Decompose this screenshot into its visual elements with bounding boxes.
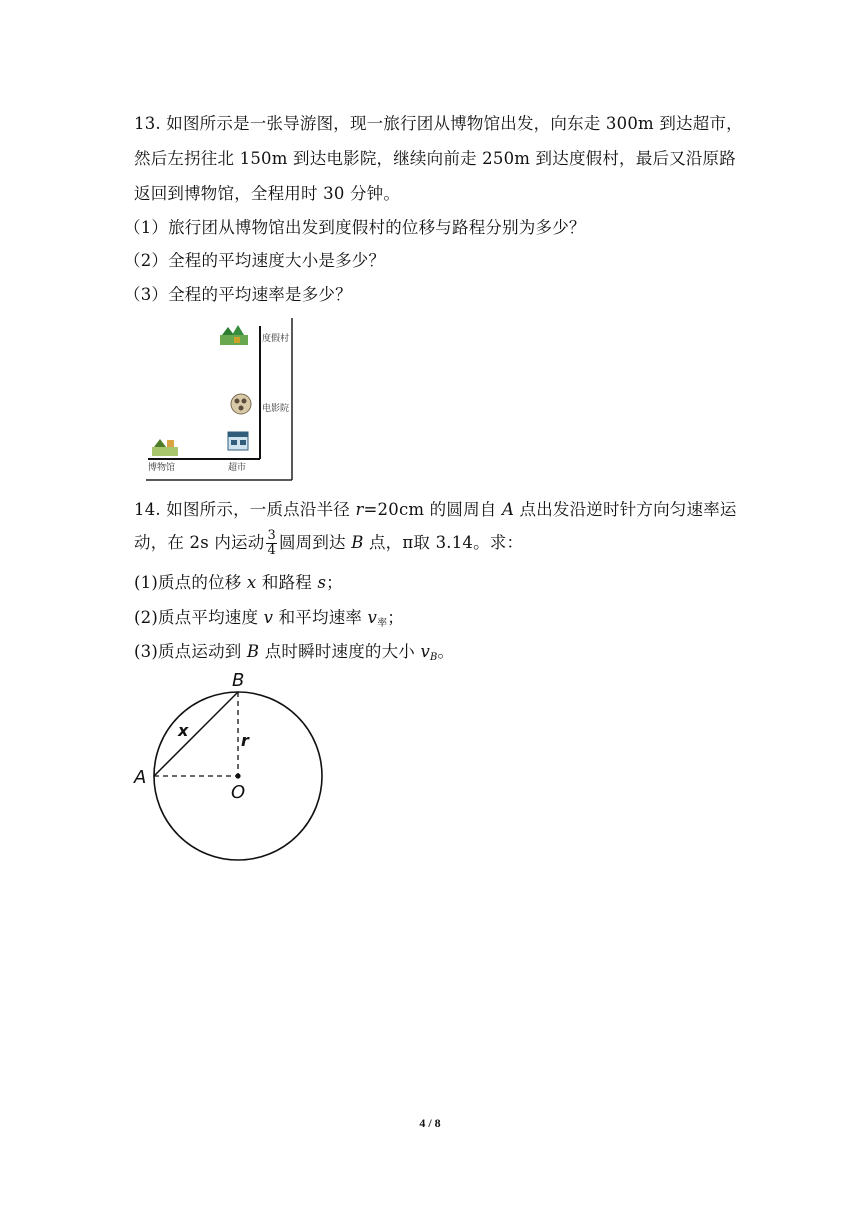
- label-r: r: [241, 731, 249, 750]
- q14-subquestion-1: (1)质点的位移 x 和路程 s；: [134, 573, 343, 592]
- map-label-museum: 博物馆: [148, 463, 176, 473]
- q14-subquestion-3: (3)质点运动到 B 点时瞬时速度的大小 $v_B$。: [134, 642, 455, 663]
- center-point: [235, 773, 240, 778]
- q13-line-1: 13. 如图所示是一张导游图，现一旅行团从博物馆出发，向东走 300m 到达超市，: [134, 114, 743, 133]
- map-label-market: 超市: [228, 463, 247, 473]
- cinema-icon: [231, 394, 251, 414]
- q13-subquestion-3: （3）全程的平均速率是多少？: [124, 285, 352, 304]
- q13-map-figure: [140, 318, 300, 482]
- label-x: x: [178, 721, 189, 740]
- displacement-chord: [154, 692, 238, 776]
- q14-line-1: 14. 如图所示，一质点沿半径 r=20cm 的圆周自 A 点出发沿逆时针方向匀速率运: [134, 500, 737, 519]
- map-label-resort: 度假村: [262, 334, 290, 344]
- q14-circle-figure: [128, 668, 333, 868]
- point-b: B: [351, 533, 364, 552]
- q13-line-3: 返回到博物馆，全程用时 30 分钟。: [134, 184, 401, 203]
- q14-subquestion-2: (2)质点平均速度 v 和平均速率 $v_率$；: [134, 608, 404, 629]
- page-number: 4 / 8: [419, 1116, 441, 1130]
- q14-line-2: 动，在 2s 内运动 $\frac{3}{4}$ 圆周到达 B 点，π取 3.14。求：: [134, 528, 524, 558]
- museum-icon: [152, 439, 178, 456]
- q13-subquestion-1: （1）旅行团从博物馆出发到度假村的位移与路程分别为多少？: [124, 218, 586, 237]
- map-label-cinema: 电影院: [262, 404, 290, 414]
- var-r: r: [355, 500, 364, 519]
- label-a: A: [134, 767, 147, 788]
- q13-subquestion-2: （2）全程的平均速度大小是多少？: [124, 251, 386, 270]
- point-a: A: [501, 500, 515, 519]
- label-b: B: [232, 670, 245, 691]
- resort-icon: [220, 325, 248, 345]
- market-icon: [228, 432, 248, 450]
- label-o: O: [231, 782, 246, 803]
- fraction-three-quarters: $\frac{3}{4}$: [267, 528, 276, 558]
- q13-line-2: 然后左拐往北 150m 到达电影院，继续向前走 250m 到达度假村，最后又沿原路: [134, 149, 736, 168]
